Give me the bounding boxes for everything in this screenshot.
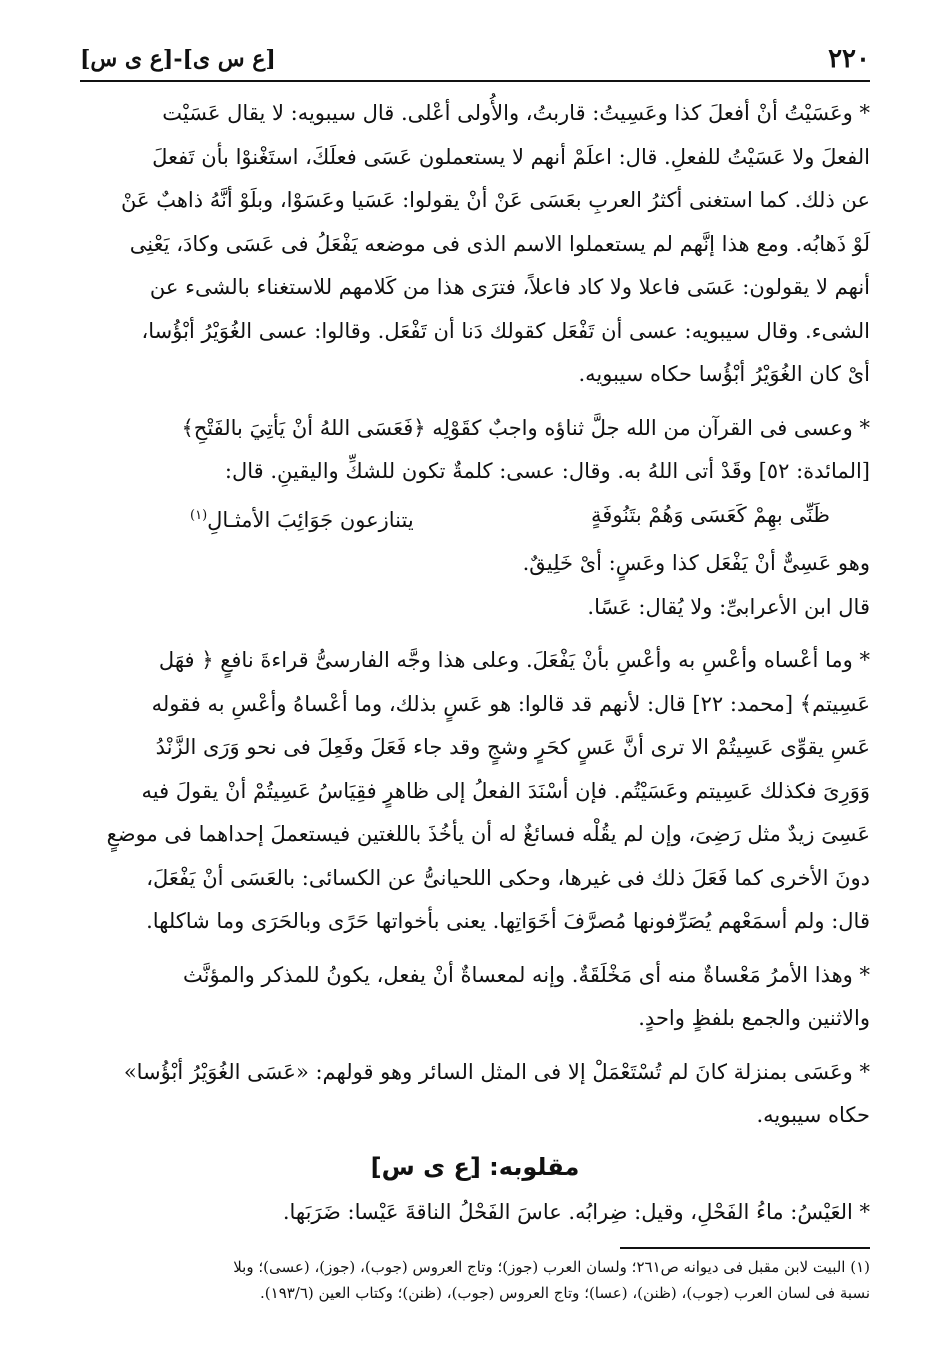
text-line: الفعلَ ولا عَسَيْتُ للفعلِ. قال: اعلَمْ أنهم لا يستعملون عَسَى فعلَكَ، استَغْنوْا بأن تَفعلَ [152, 144, 870, 169]
text-line: دونَ الأخرى كما فَعَلَ ذلك فى غيرها، وحكى اللحيانىُّ عن الكسائى: بالعَسَى أنْ يَفْعَلَ، [146, 865, 870, 890]
text-line: حكاه سيبويه. [756, 1103, 870, 1127]
footnote-marker: (١) [190, 507, 208, 523]
footnote-rule [620, 1247, 870, 1249]
text-line: * وعسى فى القرآن من الله جلَّ ثناؤه واجبٌ كقَوْلِه ﴿فَعَسَى اللهُ أنْ يَأتِيَ بالفَتْحِ﴾ [181, 415, 870, 440]
text-line: عن ذلك. كما استغنى أكثرُ العربِ بعَسَى عَنْ أنْ يقولوا: عَسَيا وعَسَوْا، وبلَوْ أنَّهُ ذاهبٌ عَنْ [121, 188, 870, 212]
text-line: * وهذا الأمرُ مَعْساةٌ منه أى مَخْلَقَةٌ. وإنه لمعساةٌ أنْ يفعل، يكونُ للمذكر والمؤنَّث [182, 962, 870, 987]
page-header [80, 38, 870, 78]
text-line: * وعَسَيْتُ أنْ أفعلَ كذا وعَسِيتُ: قاربتُ، والأُولى أعْلى. قال سيبويه: لا يقال عَسَيْت [162, 101, 870, 125]
text-line: وَوَرِىَ فكذلك عَسِيتم وعَسَيْتُم. فإن أسْنَدَ الفعلُ إلى ظاهرٍ فقِيَاسُ عَسِيتُمْ أنْ يقولَ فيه [141, 778, 870, 803]
main-text [80, 92, 870, 1235]
text-line: قال ابن الأعرابىِّ: ولا يُقال: عَسًا. [587, 594, 870, 619]
page-number: ٢٢٠ [828, 44, 870, 74]
text-line: لَوْ ذَهابُه. ومع هذا إنَّهم لم يستعملوا الاسم الذى فى موضعه يَفْعَلُ فى عَسَى وكادَ، يَعْنِى [129, 231, 870, 256]
verse-hemistich-2-text: يتنازعون جَوَائِبَ الأمثـالِ [207, 507, 414, 532]
text-line: [المائدة: ٥٢] وقَدْ أتى اللهُ به. وقال: عسى: كلمةٌ تكون للشكِّ واليقينِ. قال: [224, 459, 870, 483]
text-line: * العَيْسُ: ماءُ الفَحْلِ، وقيل: ضِرابُه. عاسَ الفَحْلُ الناقةَ عَيْسا: ضَرَبَها. [282, 1200, 870, 1224]
text-line: والاثنين والجمع بلفظٍ واحدٍ. [638, 1006, 870, 1030]
footnote [80, 1254, 870, 1306]
text-line: عَسِ يقوِّى عَسِيتُمْ الا ترى أنَّ عَسٍ كحَرٍ وشجٍ وقد جاء فَعَلَ وفَعِلَ فى نحو وَرَى الزَّنْدُ [155, 735, 870, 759]
text-line: عَسِىَ زيدٌ مثل رَضِىَ، وإن لم يقُلْه فسائغٌ له أن يأخُذَ باللغتين فيستعملَ إحداهما فى موضعٍ [106, 822, 870, 846]
verse-hemistich-2 [190, 494, 414, 543]
footnote-line: (١) البيت لابن مقبل فى ديوانه ص٢٦١؛ ولسان العرب (جوز)؛ وتاج العروس (جوب)، (جوز)، (عسى)؛ وبلا [233, 1258, 870, 1276]
text-line: * وعَسَى بمنزلة كانَ لم تُسْتَعْمَلْ إلا فى المثل السائر وهو قولهم: «عَسَى الغُوَيْرُ أبْؤُسا» [123, 1059, 870, 1084]
running-head: [ع س ى]-[ع ى س] [80, 46, 276, 72]
footnote-line: نسبة فى لسان العرب (جوب)، (ظنن)، (عسا)؛ وتاج العروس (جوب)، (ظنن)؛ وكتاب العين (١٩٣/٦). [260, 1284, 870, 1302]
text-line: وهو عَسِىٌّ أنْ يَفْعَل كذا وعَسٍ: أىْ خَلِيقٌ. [522, 551, 870, 575]
text-line: قال: ولم أسمَعْهم يُصَرِّفونها مُصرَّفَ أخَوَاتِها. يعنى بأخواتها حَرًى وبالحَرَى وما شاكلها. [146, 909, 870, 933]
text-line: عَسِيتم﴾ [محمد: ٢٢] قال: لأنهم قد قالوا: هو عَسٍ بذلك، وما أعْساهُ وأعْسِ به فقوله [151, 691, 870, 716]
header-rule [80, 80, 870, 82]
verse [80, 494, 870, 543]
text-line: الشىء. وقال سيبويه: عسى أن تَفْعَل كقولك دَنا أن تَفْعَل. وقالوا: عسى الغُوَيْرُ أبْؤُسا، [141, 318, 870, 343]
text-line: أىْ كان الغُوَيْرُ أبْؤُسا حكاه سيبويه. [578, 362, 870, 386]
text-line: * وما أعْساه وأعْسِ به وأعْسِ بأنْ يَفْعَلَ. وعلى هذا وجَّه الفارسىُّ قراءةَ نافعٍ ﴿ فهَل [158, 648, 870, 672]
verse-hemistich-1: ظَنِّى بهِمْ كَعَسَى وَهُمْ بتَنُوفَةٍ [591, 502, 830, 527]
section-title: مقلوبه: [ع ى س] [370, 1152, 580, 1181]
text-line: أنهم لا يقولون: عَسَى فاعلا ولا كاد فاعلاً، فترَى هذا من كَلامهم للاستغناء بالشىء عن [149, 275, 870, 299]
